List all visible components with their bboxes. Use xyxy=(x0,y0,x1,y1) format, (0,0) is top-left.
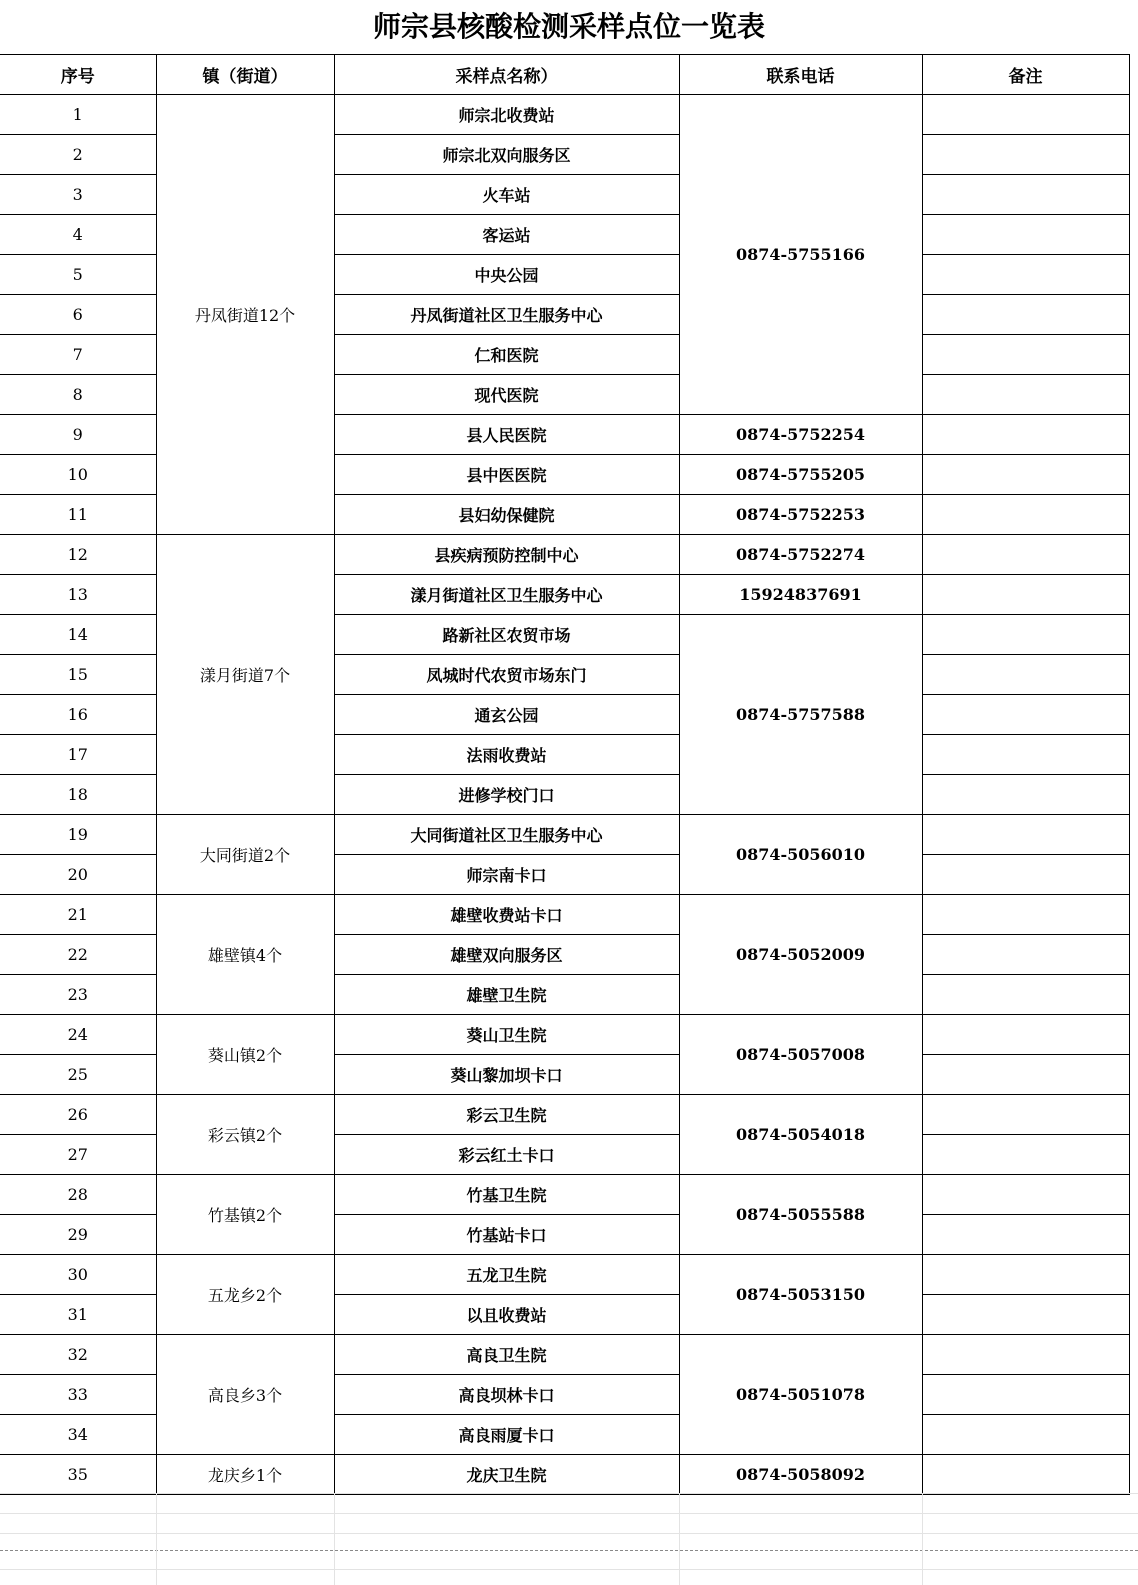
site-name-cell: 以且收费站 xyxy=(334,1295,679,1335)
remarks-cell xyxy=(922,495,1129,535)
town-cell: 龙庆乡1个 xyxy=(156,1455,334,1495)
remarks-cell xyxy=(922,1455,1129,1495)
table-body xyxy=(0,95,1129,1495)
remarks-cell xyxy=(922,855,1129,895)
town-cell: 漾月街道7个 xyxy=(156,535,334,815)
row-index: 7 xyxy=(0,335,156,375)
site-name-cell: 雄壁收费站卡口 xyxy=(334,895,679,935)
row-index: 10 xyxy=(0,455,156,495)
row-index: 20 xyxy=(0,855,156,895)
site-name-cell: 五龙卫生院 xyxy=(334,1255,679,1295)
header-phone: 联系电话 xyxy=(679,55,922,95)
remarks-cell xyxy=(922,815,1129,855)
site-name-cell: 雄壁双向服务区 xyxy=(334,935,679,975)
site-name-cell: 高良坝林卡口 xyxy=(334,1375,679,1415)
remarks-cell xyxy=(922,1175,1129,1215)
row-index: 24 xyxy=(0,1015,156,1055)
site-name-cell: 凤城时代农贸市场东门 xyxy=(334,655,679,695)
remarks-cell xyxy=(922,295,1129,335)
remarks-cell xyxy=(922,175,1129,215)
remarks-cell xyxy=(922,735,1129,775)
row-index: 2 xyxy=(0,135,156,175)
row-index: 25 xyxy=(0,1055,156,1095)
site-name-cell: 雄壁卫生院 xyxy=(334,975,679,1015)
row-index: 27 xyxy=(0,1135,156,1175)
table-row xyxy=(0,815,1129,855)
row-index: 9 xyxy=(0,415,156,455)
row-index: 18 xyxy=(0,775,156,815)
phone-cell: 15924837691 xyxy=(679,575,922,615)
row-index: 19 xyxy=(0,815,156,855)
header-site-name: 采样点名称） xyxy=(334,55,679,95)
row-index: 21 xyxy=(0,895,156,935)
phone-cell: 0874-5055588 xyxy=(679,1175,922,1255)
row-index: 5 xyxy=(0,255,156,295)
row-index: 8 xyxy=(0,375,156,415)
table-row xyxy=(0,535,1129,575)
site-name-cell: 师宗南卡口 xyxy=(334,855,679,895)
table-row xyxy=(0,1095,1129,1135)
remarks-cell xyxy=(922,1255,1129,1295)
site-name-cell: 高良雨厦卡口 xyxy=(334,1415,679,1455)
row-index: 23 xyxy=(0,975,156,1015)
table-header-row xyxy=(0,55,1129,95)
remarks-cell xyxy=(922,1135,1129,1175)
row-index: 26 xyxy=(0,1095,156,1135)
site-name-cell: 龙庆卫生院 xyxy=(334,1455,679,1495)
phone-cell: 0874-5757588 xyxy=(679,615,922,815)
town-cell: 雄壁镇4个 xyxy=(156,895,334,1015)
remarks-cell xyxy=(922,1295,1129,1335)
site-name-cell: 火车站 xyxy=(334,175,679,215)
site-name-cell: 师宗北双向服务区 xyxy=(334,135,679,175)
remarks-cell xyxy=(922,95,1129,135)
remarks-cell xyxy=(922,1095,1129,1135)
remarks-cell xyxy=(922,1415,1129,1455)
phone-cell: 0874-5054018 xyxy=(679,1095,922,1175)
header-index: 序号 xyxy=(0,55,156,95)
row-index: 31 xyxy=(0,1295,156,1335)
phone-cell: 0874-5057008 xyxy=(679,1015,922,1095)
remarks-cell xyxy=(922,1015,1129,1055)
site-name-cell: 葵山黎加坝卡口 xyxy=(334,1055,679,1095)
site-name-cell: 客运站 xyxy=(334,215,679,255)
site-name-cell: 现代医院 xyxy=(334,375,679,415)
town-cell: 五龙乡2个 xyxy=(156,1255,334,1335)
site-name-cell: 法雨收费站 xyxy=(334,735,679,775)
row-index: 35 xyxy=(0,1455,156,1495)
row-index: 3 xyxy=(0,175,156,215)
phone-cell: 0874-5755205 xyxy=(679,455,922,495)
header-town: 镇（街道） xyxy=(156,55,334,95)
site-name-cell: 县妇幼保健院 xyxy=(334,495,679,535)
remarks-cell xyxy=(922,575,1129,615)
phone-cell: 0874-5752274 xyxy=(679,535,922,575)
site-name-cell: 师宗北收费站 xyxy=(334,95,679,135)
table-row xyxy=(0,1335,1129,1375)
table-row xyxy=(0,895,1129,935)
row-index: 33 xyxy=(0,1375,156,1415)
site-name-cell: 漾月街道社区卫生服务中心 xyxy=(334,575,679,615)
row-index: 17 xyxy=(0,735,156,775)
row-index: 1 xyxy=(0,95,156,135)
remarks-cell xyxy=(922,935,1129,975)
remarks-cell xyxy=(922,535,1129,575)
remarks-cell xyxy=(922,895,1129,935)
table-row xyxy=(0,95,1129,135)
remarks-cell xyxy=(922,255,1129,295)
row-index: 30 xyxy=(0,1255,156,1295)
table-row xyxy=(0,1015,1129,1055)
sampling-sites-table xyxy=(0,54,1130,1495)
row-index: 13 xyxy=(0,575,156,615)
site-name-cell: 竹基站卡口 xyxy=(334,1215,679,1255)
town-cell: 高良乡3个 xyxy=(156,1335,334,1455)
row-index: 29 xyxy=(0,1215,156,1255)
row-index: 15 xyxy=(0,655,156,695)
town-cell: 大同街道2个 xyxy=(156,815,334,895)
table-row xyxy=(0,1255,1129,1295)
site-name-cell: 竹基卫生院 xyxy=(334,1175,679,1215)
site-name-cell: 彩云卫生院 xyxy=(334,1095,679,1135)
row-index: 11 xyxy=(0,495,156,535)
row-index: 6 xyxy=(0,295,156,335)
remarks-cell xyxy=(922,335,1129,375)
site-name-cell: 县疾病预防控制中心 xyxy=(334,535,679,575)
row-index: 28 xyxy=(0,1175,156,1215)
remarks-cell xyxy=(922,1375,1129,1415)
site-name-cell: 中央公园 xyxy=(334,255,679,295)
row-index: 22 xyxy=(0,935,156,975)
remarks-cell xyxy=(922,215,1129,255)
site-name-cell: 县人民医院 xyxy=(334,415,679,455)
remarks-cell xyxy=(922,1215,1129,1255)
remarks-cell xyxy=(922,455,1129,495)
row-index: 16 xyxy=(0,695,156,735)
phone-cell: 0874-5056010 xyxy=(679,815,922,895)
remarks-cell xyxy=(922,375,1129,415)
remarks-cell xyxy=(922,975,1129,1015)
phone-cell: 0874-5053150 xyxy=(679,1255,922,1335)
site-name-cell: 高良卫生院 xyxy=(334,1335,679,1375)
site-name-cell: 彩云红土卡口 xyxy=(334,1135,679,1175)
town-cell: 竹基镇2个 xyxy=(156,1175,334,1255)
spreadsheet-empty-gridlines xyxy=(0,1493,1138,1585)
site-name-cell: 丹凤街道社区卫生服务中心 xyxy=(334,295,679,335)
phone-cell: 0874-5058092 xyxy=(679,1455,922,1495)
phone-cell: 0874-5755166 xyxy=(679,95,922,415)
row-index: 4 xyxy=(0,215,156,255)
remarks-cell xyxy=(922,135,1129,175)
town-cell: 彩云镇2个 xyxy=(156,1095,334,1175)
table-row xyxy=(0,1455,1129,1495)
site-name-cell: 县中医医院 xyxy=(334,455,679,495)
town-cell: 丹凤街道12个 xyxy=(156,95,334,535)
remarks-cell xyxy=(922,415,1129,455)
row-index: 32 xyxy=(0,1335,156,1375)
remarks-cell xyxy=(922,695,1129,735)
remarks-cell xyxy=(922,615,1129,655)
site-name-cell: 葵山卫生院 xyxy=(334,1015,679,1055)
row-index: 12 xyxy=(0,535,156,575)
remarks-cell xyxy=(922,655,1129,695)
site-name-cell: 仁和医院 xyxy=(334,335,679,375)
town-cell: 葵山镇2个 xyxy=(156,1015,334,1095)
phone-cell: 0874-5752253 xyxy=(679,495,922,535)
row-index: 34 xyxy=(0,1415,156,1455)
remarks-cell xyxy=(922,775,1129,815)
site-name-cell: 通玄公园 xyxy=(334,695,679,735)
page-title: 师宗县核酸检测采样点位一览表 xyxy=(372,10,765,43)
phone-cell: 0874-5051078 xyxy=(679,1335,922,1455)
header-remarks: 备注 xyxy=(922,55,1129,95)
site-name-cell: 大同街道社区卫生服务中心 xyxy=(334,815,679,855)
remarks-cell xyxy=(922,1055,1129,1095)
site-name-cell: 进修学校门口 xyxy=(334,775,679,815)
row-index: 14 xyxy=(0,615,156,655)
phone-cell: 0874-5052009 xyxy=(679,895,922,1015)
table-row xyxy=(0,1175,1129,1215)
remarks-cell xyxy=(922,1335,1129,1375)
site-name-cell: 路新社区农贸市场 xyxy=(334,615,679,655)
phone-cell: 0874-5752254 xyxy=(679,415,922,455)
